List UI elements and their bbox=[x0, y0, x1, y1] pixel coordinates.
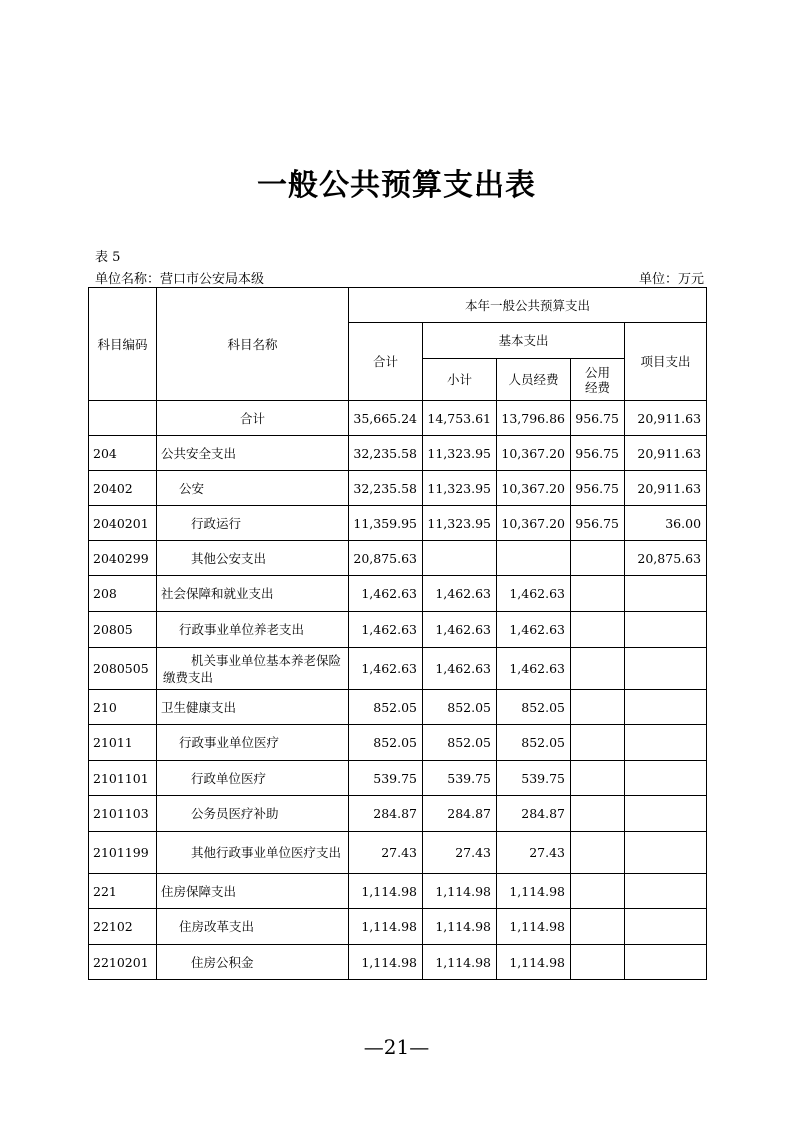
header-total: 合计 bbox=[349, 323, 423, 401]
page-title: 一般公共预算支出表 bbox=[257, 168, 536, 203]
row-subtotal: 284.87 bbox=[423, 796, 497, 832]
table-row bbox=[89, 832, 707, 874]
table-row bbox=[89, 909, 707, 945]
row-personnel: 1,462.63 bbox=[497, 576, 571, 612]
row-public bbox=[571, 690, 625, 725]
row-public bbox=[571, 909, 625, 945]
expenditure-table bbox=[88, 287, 707, 980]
row-personnel: 284.87 bbox=[497, 796, 571, 832]
row-project bbox=[625, 648, 707, 690]
row-code: 21011 bbox=[89, 725, 157, 761]
row-project bbox=[625, 832, 707, 874]
header-public: 公用经费 bbox=[571, 359, 625, 401]
row-name: 合计 bbox=[157, 401, 349, 436]
row-total: 32,235.58 bbox=[349, 471, 423, 506]
row-project bbox=[625, 796, 707, 832]
table-row bbox=[89, 612, 707, 648]
row-subtotal: 11,323.95 bbox=[423, 471, 497, 506]
row-personnel: 27.43 bbox=[497, 832, 571, 874]
row-total: 1,114.98 bbox=[349, 945, 423, 980]
row-name: 机关事业单位基本养老保险缴费支出 bbox=[157, 648, 349, 690]
row-total: 852.05 bbox=[349, 725, 423, 761]
row-total: 35,665.24 bbox=[349, 401, 423, 436]
row-total: 32,235.58 bbox=[349, 436, 423, 471]
row-personnel: 10,367.20 bbox=[497, 506, 571, 541]
page-number: —21— bbox=[363, 1035, 430, 1059]
header-personnel: 人员经费 bbox=[497, 359, 571, 401]
row-public: 956.75 bbox=[571, 471, 625, 506]
row-personnel: 13,796.86 bbox=[497, 401, 571, 436]
row-code: 20402 bbox=[89, 471, 157, 506]
row-subtotal: 1,462.63 bbox=[423, 612, 497, 648]
row-total: 1,462.63 bbox=[349, 612, 423, 648]
header-group: 本年一般公共预算支出 bbox=[349, 288, 707, 323]
row-name: 行政运行 bbox=[157, 506, 349, 541]
row-total: 284.87 bbox=[349, 796, 423, 832]
row-subtotal: 852.05 bbox=[423, 725, 497, 761]
row-subtotal: 1,114.98 bbox=[423, 945, 497, 980]
row-name: 行政事业单位养老支出 bbox=[157, 612, 349, 648]
table-row bbox=[89, 690, 707, 725]
row-project: 20,875.63 bbox=[625, 541, 707, 576]
header-name: 科目名称 bbox=[157, 288, 349, 401]
row-personnel: 10,367.20 bbox=[497, 436, 571, 471]
row-personnel: 1,114.98 bbox=[497, 909, 571, 945]
row-subtotal: 1,462.63 bbox=[423, 648, 497, 690]
row-name: 公务员医疗补助 bbox=[157, 796, 349, 832]
row-total: 1,114.98 bbox=[349, 874, 423, 909]
row-code: 208 bbox=[89, 576, 157, 612]
row-name: 公安 bbox=[157, 471, 349, 506]
row-name: 住房保障支出 bbox=[157, 874, 349, 909]
row-total: 27.43 bbox=[349, 832, 423, 874]
table-row bbox=[89, 576, 707, 612]
row-public bbox=[571, 725, 625, 761]
row-code: 2101199 bbox=[89, 832, 157, 874]
header-code: 科目编码 bbox=[89, 288, 157, 401]
row-public bbox=[571, 832, 625, 874]
row-name: 社会保障和就业支出 bbox=[157, 576, 349, 612]
row-project: 20,911.63 bbox=[625, 401, 707, 436]
table-row bbox=[89, 648, 707, 690]
row-subtotal: 11,323.95 bbox=[423, 506, 497, 541]
row-subtotal: 1,114.98 bbox=[423, 909, 497, 945]
table-row bbox=[89, 761, 707, 796]
row-subtotal: 11,323.95 bbox=[423, 436, 497, 471]
currency-unit: 单位：万元 bbox=[638, 272, 704, 287]
header-basic: 基本支出 bbox=[423, 323, 625, 359]
table-row bbox=[89, 945, 707, 980]
unit-name: 单位名称：营口市公安局本级 bbox=[95, 272, 265, 287]
row-personnel: 852.05 bbox=[497, 725, 571, 761]
row-code bbox=[89, 401, 157, 436]
row-code: 221 bbox=[89, 874, 157, 909]
row-name: 公共安全支出 bbox=[157, 436, 349, 471]
row-project bbox=[625, 945, 707, 980]
row-name: 住房公积金 bbox=[157, 945, 349, 980]
row-project bbox=[625, 909, 707, 945]
row-personnel: 539.75 bbox=[497, 761, 571, 796]
row-code: 2101103 bbox=[89, 796, 157, 832]
row-name: 卫生健康支出 bbox=[157, 690, 349, 725]
row-name: 其他行政事业单位医疗支出 bbox=[157, 832, 349, 874]
row-total: 852.05 bbox=[349, 690, 423, 725]
row-total: 539.75 bbox=[349, 761, 423, 796]
row-project bbox=[625, 761, 707, 796]
row-code: 2040299 bbox=[89, 541, 157, 576]
row-public bbox=[571, 761, 625, 796]
row-name: 行政事业单位医疗 bbox=[157, 725, 349, 761]
row-personnel: 852.05 bbox=[497, 690, 571, 725]
row-subtotal: 1,114.98 bbox=[423, 874, 497, 909]
row-personnel: 1,462.63 bbox=[497, 648, 571, 690]
row-public bbox=[571, 541, 625, 576]
row-public bbox=[571, 576, 625, 612]
row-subtotal: 1,462.63 bbox=[423, 576, 497, 612]
row-personnel bbox=[497, 541, 571, 576]
row-total: 1,114.98 bbox=[349, 909, 423, 945]
row-personnel: 10,367.20 bbox=[497, 471, 571, 506]
row-public: 956.75 bbox=[571, 436, 625, 471]
row-public bbox=[571, 796, 625, 832]
row-project: 20,911.63 bbox=[625, 471, 707, 506]
row-code: 2080505 bbox=[89, 648, 157, 690]
row-project: 36.00 bbox=[625, 506, 707, 541]
header-subtotal: 小计 bbox=[423, 359, 497, 401]
table-row bbox=[89, 471, 707, 506]
row-name: 住房改革支出 bbox=[157, 909, 349, 945]
row-project bbox=[625, 874, 707, 909]
row-public bbox=[571, 612, 625, 648]
header-project: 项目支出 bbox=[625, 323, 707, 401]
row-code: 2210201 bbox=[89, 945, 157, 980]
row-subtotal: 27.43 bbox=[423, 832, 497, 874]
row-total: 11,359.95 bbox=[349, 506, 423, 541]
row-code: 2040201 bbox=[89, 506, 157, 541]
table-row bbox=[89, 506, 707, 541]
table-row bbox=[89, 436, 707, 471]
row-public: 956.75 bbox=[571, 506, 625, 541]
table-row bbox=[89, 541, 707, 576]
row-project bbox=[625, 690, 707, 725]
row-subtotal: 852.05 bbox=[423, 690, 497, 725]
row-code: 22102 bbox=[89, 909, 157, 945]
row-public bbox=[571, 945, 625, 980]
row-code: 2101101 bbox=[89, 761, 157, 796]
row-name: 行政单位医疗 bbox=[157, 761, 349, 796]
row-personnel: 1,114.98 bbox=[497, 945, 571, 980]
row-project bbox=[625, 725, 707, 761]
row-project bbox=[625, 612, 707, 648]
table-row bbox=[89, 874, 707, 909]
row-total: 1,462.63 bbox=[349, 576, 423, 612]
row-personnel: 1,462.63 bbox=[497, 612, 571, 648]
row-project bbox=[625, 576, 707, 612]
row-subtotal: 539.75 bbox=[423, 761, 497, 796]
row-code: 210 bbox=[89, 690, 157, 725]
row-total: 1,462.63 bbox=[349, 648, 423, 690]
row-subtotal bbox=[423, 541, 497, 576]
row-code: 20805 bbox=[89, 612, 157, 648]
row-name: 其他公安支出 bbox=[157, 541, 349, 576]
table-number: 表 5 bbox=[95, 250, 121, 265]
table-row bbox=[89, 796, 707, 832]
table-row bbox=[89, 725, 707, 761]
row-total: 20,875.63 bbox=[349, 541, 423, 576]
row-subtotal: 14,753.61 bbox=[423, 401, 497, 436]
row-project: 20,911.63 bbox=[625, 436, 707, 471]
row-public: 956.75 bbox=[571, 401, 625, 436]
row-public bbox=[571, 648, 625, 690]
row-personnel: 1,114.98 bbox=[497, 874, 571, 909]
table-row bbox=[89, 401, 707, 436]
row-public bbox=[571, 874, 625, 909]
row-code: 204 bbox=[89, 436, 157, 471]
